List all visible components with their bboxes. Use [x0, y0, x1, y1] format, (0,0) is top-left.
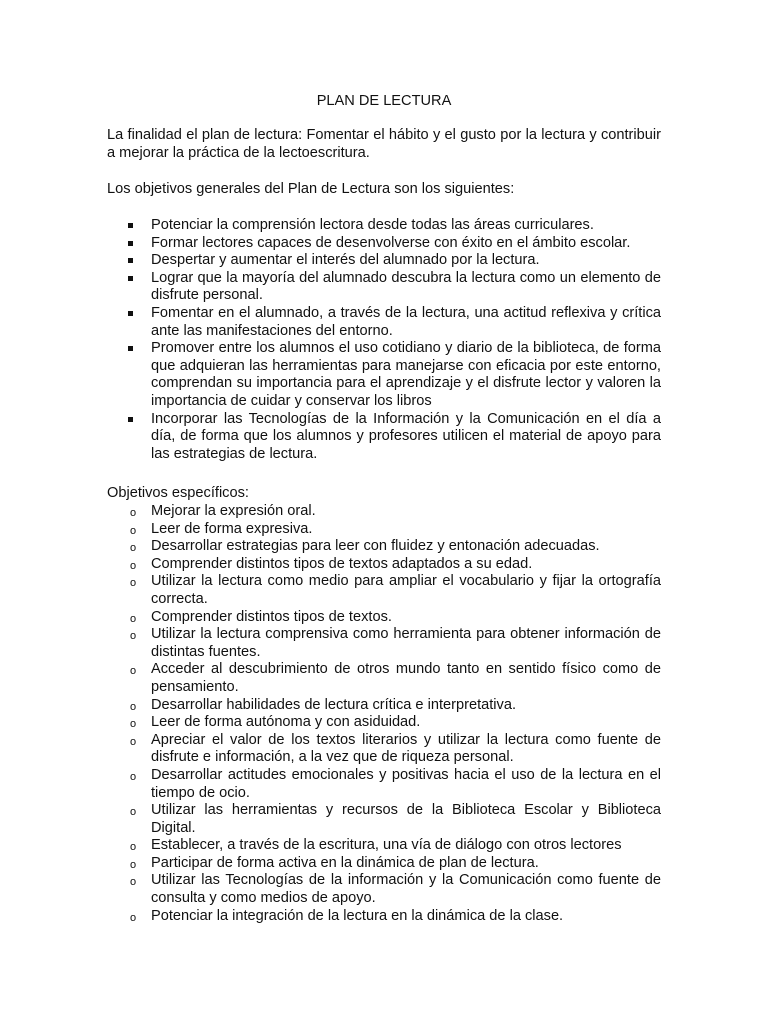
list-item-text: Utilizar la lectura comprensiva como herramienta para obtener información de distintas fuentes. [151, 626, 661, 660]
list-item-text: Leer de forma expresiva. [151, 520, 313, 537]
list-item-text: Establecer, a través de la escritura, una vía de diálogo con otros lectores [151, 837, 622, 854]
list-item-text: Lograr que la mayoría del alumnado descubra la lectura como un elemento de disfrute personal. [151, 269, 661, 304]
circle-bullet-icon: o [130, 806, 137, 819]
list-item [127, 855, 661, 873]
list-item-text: Leer de forma autónoma y con asiduidad. [151, 714, 421, 731]
square-bullet-icon [128, 223, 133, 228]
list-item [127, 908, 661, 926]
list-item-text: Utilizar la lectura como medio para ampliar el vocabulario y fijar la ortografía correcta. [151, 573, 661, 607]
list-item-text: Potenciar la integración de la lectura en la dinámica de la clase. [151, 907, 564, 924]
list-item [127, 872, 661, 907]
list-item [127, 661, 661, 696]
list-item [127, 714, 661, 732]
list-item-text: Desarrollar actitudes emocionales y positivas hacia el uso de la lectura en el tiempo de ocio. [151, 766, 661, 801]
list-item-text: Fomentar en el alumnado, a través de la lectura, una actitud reflexiva y crítica ante las manifestaciones del entorno. [151, 304, 661, 339]
circle-bullet-icon: o [130, 559, 137, 572]
list-item-text: Utilizar las Tecnologías de la información y la Comunicación como fuente de consulta y como medios de apoyo. [151, 872, 661, 907]
list-item [127, 626, 661, 661]
list-item-text: Participar de forma activa en la dinámica de plan de lectura. [151, 854, 539, 871]
intro-paragraph: La finalidad el plan de lectura: Fomentar el hábito y el gusto por la lectura y contribuir a mejorar la práctica de la lectoescritura. [107, 127, 661, 161]
list-item-text: Comprender distintos tipos de textos adaptados a su edad. [151, 555, 533, 572]
square-bullet-icon [128, 276, 133, 281]
list-item [127, 802, 661, 837]
circle-bullet-icon: o [130, 577, 137, 590]
circle-bullet-icon: o [130, 507, 137, 519]
list-item [127, 538, 661, 556]
specific-objectives-list [127, 503, 661, 925]
list-item-text: Apreciar el valor de los textos literarios y utilizar la lectura como fuente de disfrute e información, a la vez que de riqueza personal. [151, 731, 661, 766]
list-item-text: Formar lectores capaces de desenvolverse con éxito en el ámbito escolar. [151, 234, 631, 251]
circle-bullet-icon: o [130, 700, 137, 713]
general-objectives-list [127, 217, 661, 463]
list-item [127, 235, 661, 253]
list-item [127, 732, 661, 767]
list-item-text: Incorporar las Tecnologías de la Información y la Comunicación en el día a día, de forma que los alumnos y profesores utilicen el material de apoyo para las estrategias de lectura. [151, 410, 661, 462]
list-item-text: Potenciar la comprensión lectora desde todas las áreas curriculares. [151, 217, 594, 233]
specific-objectives-heading: Objetivos específicos: [107, 485, 249, 501]
list-item [127, 521, 661, 539]
list-item-text: Comprender distintos tipos de textos. [151, 608, 392, 625]
circle-bullet-icon: o [130, 876, 137, 889]
list-item [127, 411, 661, 464]
list-item [127, 609, 661, 627]
circle-bullet-icon: o [130, 524, 137, 537]
list-item-text: Desarrollar estrategias para leer con fluidez y entonación adecuadas. [151, 538, 600, 555]
circle-bullet-icon: o [130, 911, 137, 924]
circle-bullet-icon: o [130, 665, 137, 678]
circle-bullet-icon: o [130, 612, 137, 625]
square-bullet-icon [128, 258, 133, 263]
general-objectives-heading: Los objetivos generales del Plan de Lectura son los siguientes: [107, 181, 515, 197]
circle-bullet-icon: o [130, 841, 137, 854]
circle-bullet-icon: o [130, 858, 137, 871]
circle-bullet-icon: o [130, 718, 137, 731]
list-item [127, 837, 661, 855]
square-bullet-icon [128, 417, 133, 422]
list-item [127, 270, 661, 305]
list-item [127, 305, 661, 340]
list-item [127, 556, 661, 574]
square-bullet-icon [128, 346, 133, 351]
list-item-text: Acceder al descubrimiento de otros mundo tanto en sentido físico como de pensamiento. [151, 661, 661, 695]
circle-bullet-icon: o [130, 630, 137, 643]
list-item [127, 697, 661, 715]
circle-bullet-icon: o [130, 542, 137, 555]
list-item-text: Promover entre los alumnos el uso cotidiano y diario de la biblioteca, de forma que adquieran las herramientas para manejarse con eficacia por este entorno, comprendan su importancia para el aprendizaje y el disfrute lector y valoren la importancia de cuidar y conservar los libros [151, 340, 661, 409]
circle-bullet-icon: o [130, 770, 137, 783]
circle-bullet-icon: o [130, 735, 137, 748]
list-item [127, 217, 661, 235]
list-item [127, 252, 661, 270]
list-item-text: Mejorar la expresión oral. [151, 503, 316, 519]
list-item-text: Desarrollar habilidades de lectura crítica e interpretativa. [151, 696, 517, 713]
list-item-text: Utilizar las herramientas y recursos de la Biblioteca Escolar y Biblioteca Digital. [151, 802, 661, 836]
list-item [127, 573, 661, 608]
list-item-text: Despertar y aumentar el interés del alumnado por la lectura. [151, 252, 540, 269]
list-item [127, 340, 661, 410]
list-item [127, 503, 661, 521]
square-bullet-icon [128, 241, 133, 246]
page-title: PLAN DE LECTURA [316, 93, 452, 109]
list-item [127, 767, 661, 802]
square-bullet-icon [128, 311, 133, 316]
